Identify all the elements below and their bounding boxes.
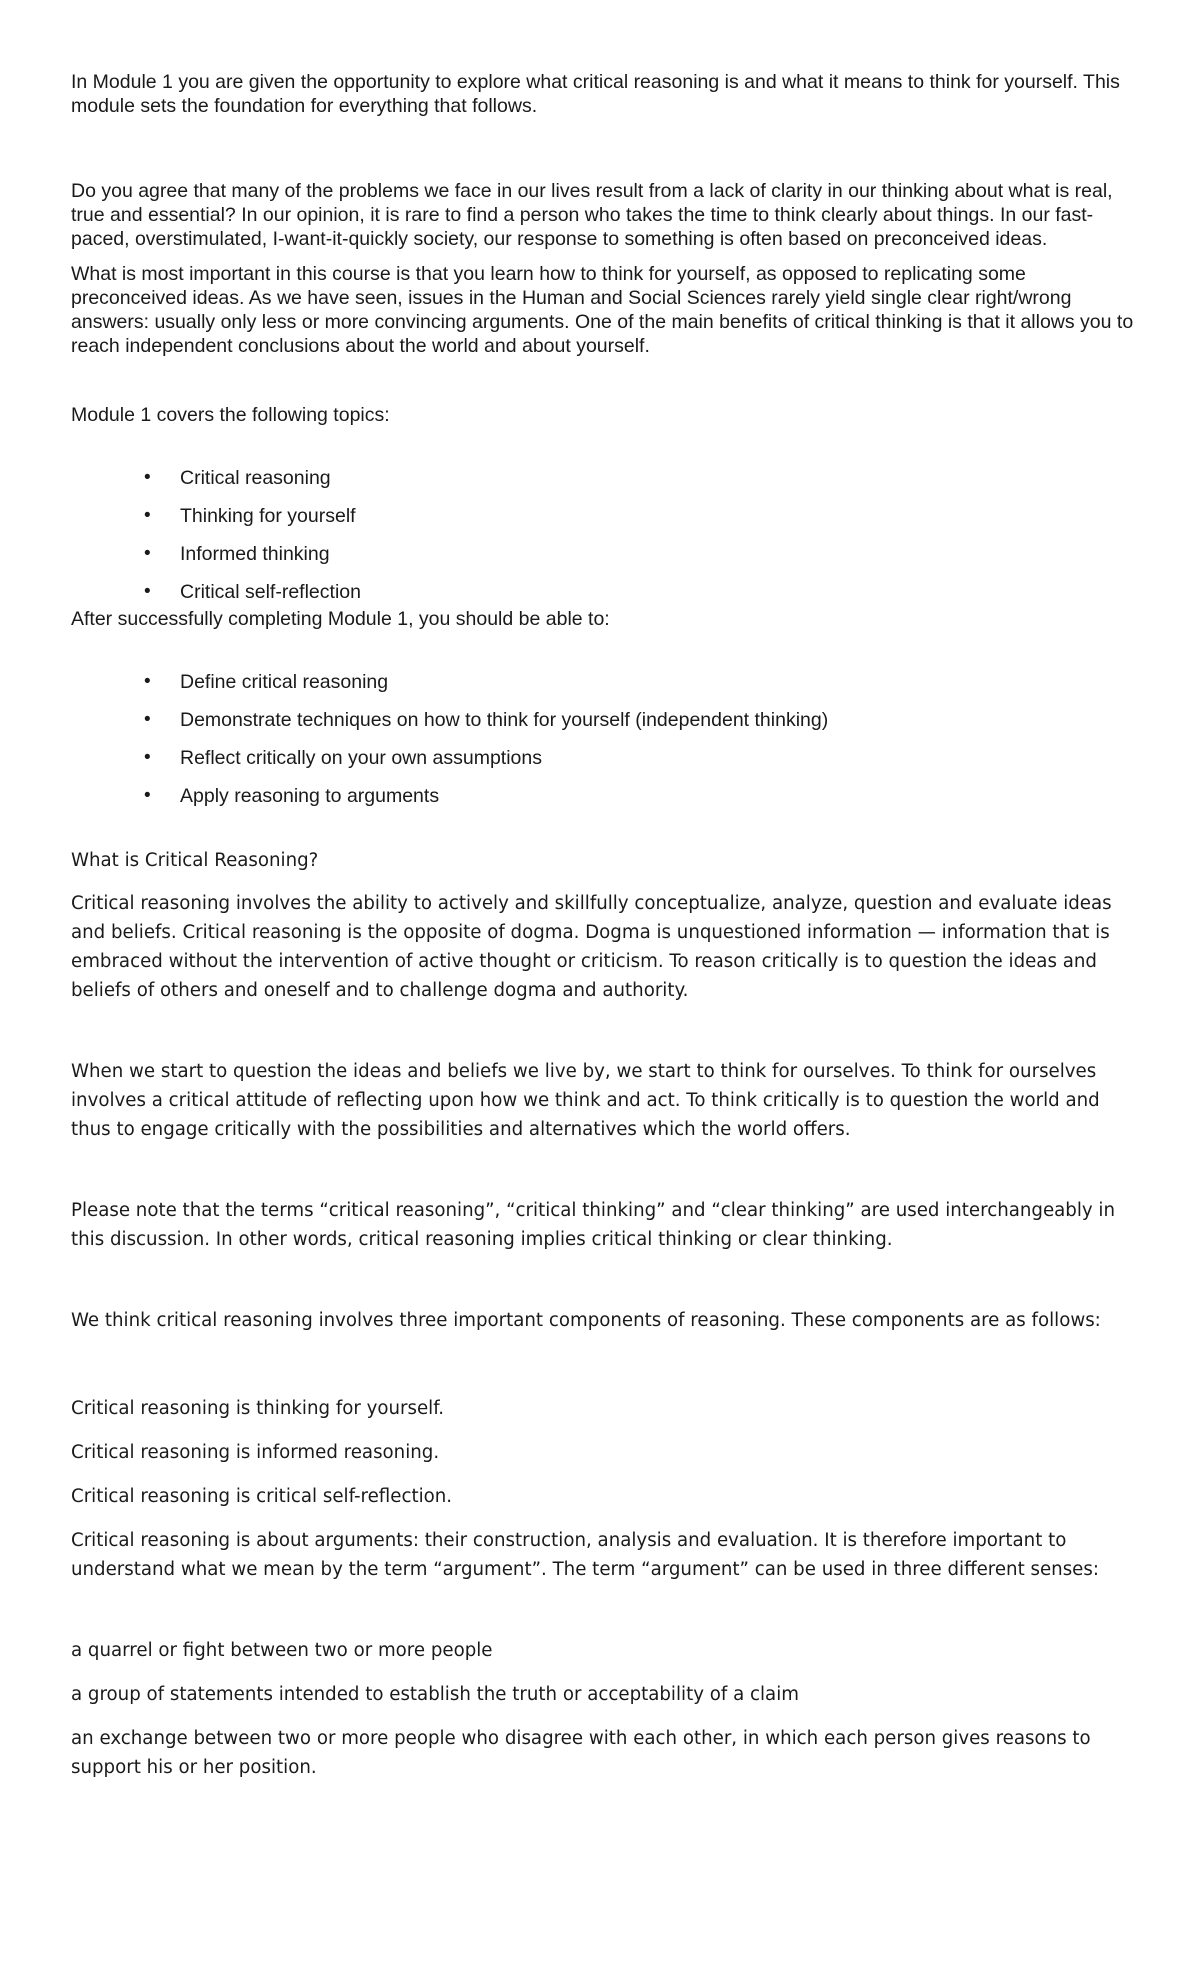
section-heading: What is Critical Reasoning? [71, 850, 319, 871]
bullet-icon: • [144, 785, 151, 806]
topics-list [71, 466, 1141, 607]
section-paragraph-3: Please note that the terms “critical reasoning”, “critical thinking” and “clear thinking” are used interchangeably in this discussion. In other words, critical reasoning implies critical thinking or clear thinking. [71, 1200, 1115, 1250]
list-item: • Critical reasoning [144, 467, 331, 489]
outcomes-heading: After successfully completing Module 1, you should be able to: [71, 608, 610, 630]
sense-3: an exchange between two or more people who disagree with each other, in which each person gives reasons to support his or her position. [71, 1728, 1091, 1778]
bullet-icon: • [144, 671, 151, 692]
bullet-icon: • [144, 543, 151, 564]
intro-paragraph-1: In Module 1 you are given the opportunity to explore what critical reasoning is and what it means to think for yourself. This module sets the foundation for everything that follows. [71, 71, 1120, 117]
intro-paragraph-2: Do you agree that many of the problems we face in our lives result from a lack of clarity in our thinking about what is real, true and essential? In our opinion, it is rare to find a person who takes the time to think clearly about things. In our fast-paced, overstimulated, I-want-it-quickly society, our response to something is often based on preconceived ideas. [71, 180, 1113, 250]
section-paragraph-4: We think critical reasoning involves three important components of reasoning. These components are as follows: [71, 1310, 1101, 1331]
section-paragraph-5: Critical reasoning is about arguments: their construction, analysis and evaluation. It is therefore important to understand what we mean by the term “argument”. The term “argument” can be used in three different senses: [71, 1530, 1099, 1580]
sense-1: a quarrel or fight between two or more people [71, 1640, 493, 1661]
list-item: • Apply reasoning to arguments [144, 785, 440, 807]
bullet-icon: • [144, 505, 151, 526]
section-paragraph-1: Critical reasoning involves the ability to actively and skillfully conceptualize, analyze, question and evaluate ideas and beliefs. Critical reasoning is the opposite of dogma. Dogma is unquestioned information — information that is embraced without the intervention of active thought or criticism. To reason critically is to question the ideas and beliefs of others and oneself and to challenge dogma and authority. [71, 893, 1112, 1001]
section-paragraph-2: When we start to question the ideas and beliefs we live by, we start to think for ourselves. To think for ourselves involves a critical attitude of reflecting upon how we think and act. To think critically is to question the world and thus to engage critically with the possibilities and alternatives which the world offers. [71, 1061, 1100, 1140]
component-1: Critical reasoning is thinking for yourself. [71, 1398, 445, 1419]
sense-2: a group of statements intended to establish the truth or acceptability of a claim [71, 1684, 799, 1705]
bullet-icon: • [144, 467, 151, 488]
list-item: • Thinking for yourself [144, 505, 356, 527]
list-item: • Critical self-reflection [144, 581, 361, 603]
bullet-icon: • [144, 581, 151, 602]
component-3: Critical reasoning is critical self-reflection. [71, 1486, 453, 1507]
component-2: Critical reasoning is informed reasoning. [71, 1442, 440, 1463]
list-item: • Define critical reasoning [144, 671, 389, 693]
list-item: • Informed thinking [144, 543, 330, 565]
list-item: • Demonstrate techniques on how to think for yourself (independent thinking) [144, 709, 829, 731]
outcomes-list [71, 670, 1141, 846]
list-item: • Reflect critically on your own assumptions [144, 747, 542, 769]
intro-paragraph-3: What is most important in this course is that you learn how to think for yourself, as opposed to replicating some preconceived ideas. As we have seen, issues in the Human and Social Sciences rarely yield single clear right/wrong answers: usually only less or more convincing arguments. One of the main benefits of critical thinking is that it allows you to reach independent conclusions about the world and about yourself. [71, 263, 1134, 357]
topics-heading: Module 1 covers the following topics: [71, 404, 390, 426]
bullet-icon: • [144, 709, 151, 730]
document-page [71, 70, 1141, 1782]
bullet-icon: • [144, 747, 151, 768]
